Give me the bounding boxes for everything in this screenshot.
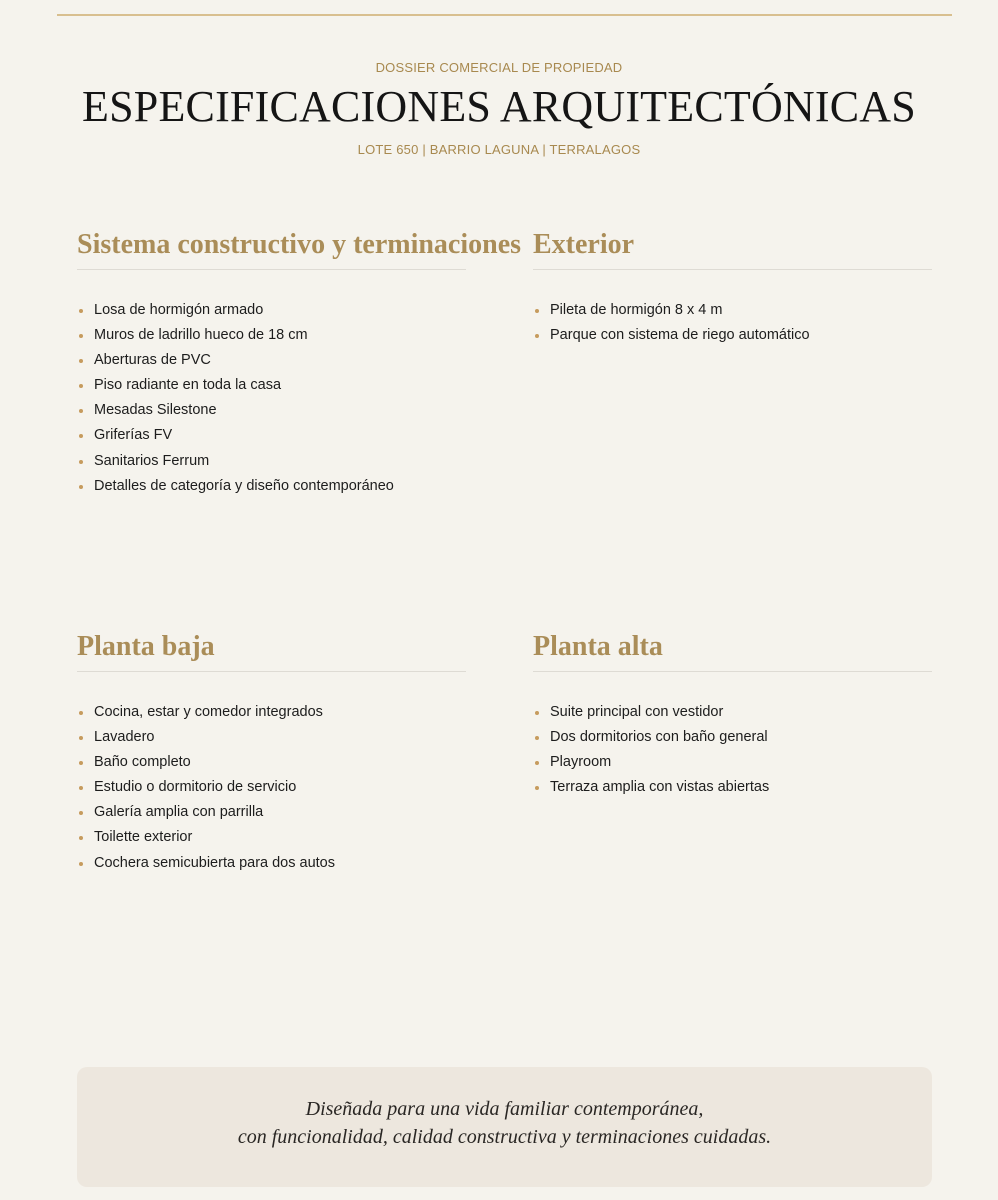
list-item-label: Aberturas de PVC [94,352,211,369]
upper-floor-section [533,631,932,800]
exterior-section [533,229,932,348]
top-divider [57,14,952,16]
list-item-label: Terraza amplia con vistas abiertas [550,779,770,796]
list-item [77,373,466,398]
list-item [77,423,466,448]
list-item-label: Muros de ladrillo hueco de 18 cm [94,327,308,344]
construction-section [77,229,522,499]
list-item [77,323,466,348]
list-item-label: Detalles de categoría y diseño contemporáneo [94,477,394,494]
bullet-icon [79,409,83,413]
list-item [77,800,466,825]
bullet-icon [79,836,83,840]
list-item [77,449,466,474]
list-item-label: Estudio o dormitorio de servicio [94,779,297,796]
list-item-label: Mesadas Silestone [94,402,217,419]
list-item [77,700,466,725]
exterior-section-title: Exterior [533,229,932,270]
exterior-list [533,298,932,348]
bullet-icon [535,786,539,790]
list-item [77,775,466,800]
list-item-label: Playroom [550,754,612,771]
ground-floor-section-title: Planta baja [77,631,466,672]
bullet-icon [79,761,83,765]
bullet-icon [79,434,83,438]
list-item [77,348,466,373]
bullet-icon [79,334,83,338]
list-item [77,398,466,423]
document-eyebrow: DOSSIER COMERCIAL DE PROPIEDAD [375,60,623,75]
page-title: ESPECIFICACIONES ARQUITECTÓNICAS [82,82,916,131]
list-item-label: Piso radiante en toda la casa [94,377,282,394]
bullet-icon [535,761,539,765]
closing-statement-line-2: con funcionalidad, calidad constructiva y terminaciones cuidadas. [237,1126,772,1148]
list-item-label: Cocina, estar y comedor integrados [94,704,323,720]
list-item [533,323,932,348]
upper-floor-list [533,700,932,800]
list-item [77,851,466,876]
bullet-icon [79,862,83,866]
bullet-icon [79,786,83,790]
list-item [77,750,466,775]
construction-list [77,298,466,499]
list-item [533,750,932,775]
bullet-icon [79,811,83,815]
bullet-icon [79,711,83,715]
list-item [533,725,932,750]
list-item-label: Lavadero [94,729,155,746]
list-item-label: Griferías FV [94,427,173,444]
bullet-icon [79,485,83,489]
closing-statement-line-1: Diseñada para una vida familiar contemporánea, [305,1098,704,1120]
list-item-label: Parque con sistema de riego automático [550,327,810,344]
list-item-label: Pileta de hormigón 8 x 4 m [550,302,723,318]
list-item-label: Galería amplia con parrilla [94,804,264,821]
list-item-label: Losa de hormigón armado [94,302,264,318]
bullet-icon [535,309,539,313]
list-item [533,700,932,725]
property-subtitle: LOTE 650 | BARRIO LAGUNA | TERRALAGOS [357,142,641,157]
closing-statement [77,1095,932,1151]
bullet-icon [79,359,83,363]
list-item [77,474,466,499]
bullet-icon [79,460,83,464]
list-item-label: Toilette exterior [94,829,193,846]
list-item-label: Cochera semicubierta para dos autos [94,854,335,871]
list-item [77,298,466,323]
list-item-label: Dos dormitorios con baño general [550,729,768,746]
bullet-icon [79,309,83,313]
list-item-label: Suite principal con vestidor [550,704,724,720]
closing-statement-box [77,1067,932,1187]
bullet-icon [535,736,539,740]
bullet-icon [535,711,539,715]
ground-floor-section [77,631,466,876]
construction-section-title: Sistema constructivo y terminaciones [77,229,466,270]
bullet-icon [79,736,83,740]
ground-floor-list [77,700,466,876]
upper-floor-section-title: Planta alta [533,631,932,672]
list-item [533,775,932,800]
list-item [533,298,932,323]
list-item [77,825,466,850]
bullet-icon [79,384,83,388]
list-item-label: Baño completo [94,754,191,771]
list-item-label: Sanitarios Ferrum [94,452,210,469]
bullet-icon [535,334,539,338]
list-item [77,725,466,750]
